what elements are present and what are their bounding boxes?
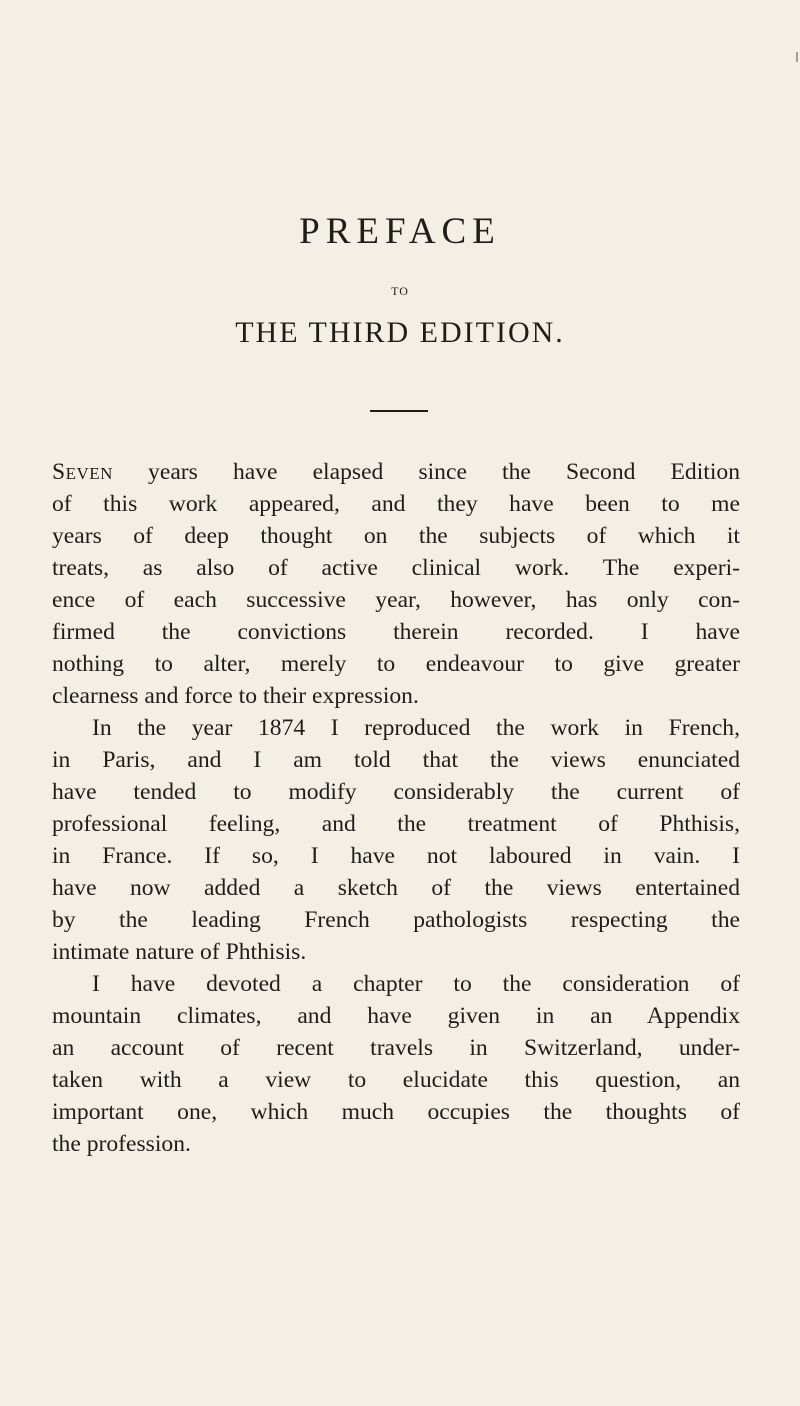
paragraph-2	[52, 712, 740, 968]
text-line: In the year 1874 I reproduced the work in French,	[92, 715, 740, 741]
text-line: have now added a sketch of the views entertained	[52, 875, 740, 901]
edition-subtitle: THE THIRD EDITION.	[235, 316, 565, 349]
text-line: intimate nature of Phthisis.	[52, 939, 307, 965]
paragraph-1	[52, 456, 740, 712]
page-edge-mark	[796, 52, 798, 62]
text-line: of this work appeared, and they have been to me	[52, 491, 740, 517]
text-line: ence of each successive year, however, has only con-	[52, 587, 740, 613]
text-line: in Paris, and I am told that the views enunciated	[52, 747, 740, 773]
text-line: nothing to alter, merely to endeavour to give greater	[52, 651, 740, 677]
text-line: I have devoted a chapter to the consideration of	[92, 971, 740, 997]
text-line: an account of recent travels in Switzerland, under-	[52, 1035, 740, 1061]
text-line: important one, which much occupies the thoughts of	[52, 1099, 740, 1125]
text-line: treats, as also of active clinical work. The experi-	[52, 555, 740, 581]
text-line: in France. If so, I have not laboured in vain. I	[52, 843, 740, 869]
title-divider-rule	[370, 410, 428, 412]
text-line: taken with a view to elucidate this question, an	[52, 1067, 740, 1093]
text-line: have tended to modify considerably the current of	[52, 779, 740, 805]
text-line: firmed the convictions therein recorded. I have	[52, 619, 740, 645]
line-text: years have elapsed since the Second Edition	[112, 459, 740, 485]
text-line	[52, 456, 740, 488]
paragraph-3	[52, 968, 740, 1160]
text-line: by the leading French pathologists respecting the	[52, 907, 740, 933]
preface-title: PREFACE	[299, 211, 501, 252]
text-line: mountain climates, and have given in an Appendix	[52, 1003, 740, 1029]
text-line: years of deep thought on the subjects of which it	[52, 523, 740, 549]
preface-body	[52, 456, 740, 1160]
text-line: professional feeling, and the treatment of Phthisis,	[52, 811, 740, 837]
text-line: clearness and force to their expression.	[52, 683, 419, 709]
lead-word: Seven	[52, 459, 113, 485]
text-line: the profession.	[52, 1131, 191, 1157]
title-connector: TO	[391, 284, 409, 298]
